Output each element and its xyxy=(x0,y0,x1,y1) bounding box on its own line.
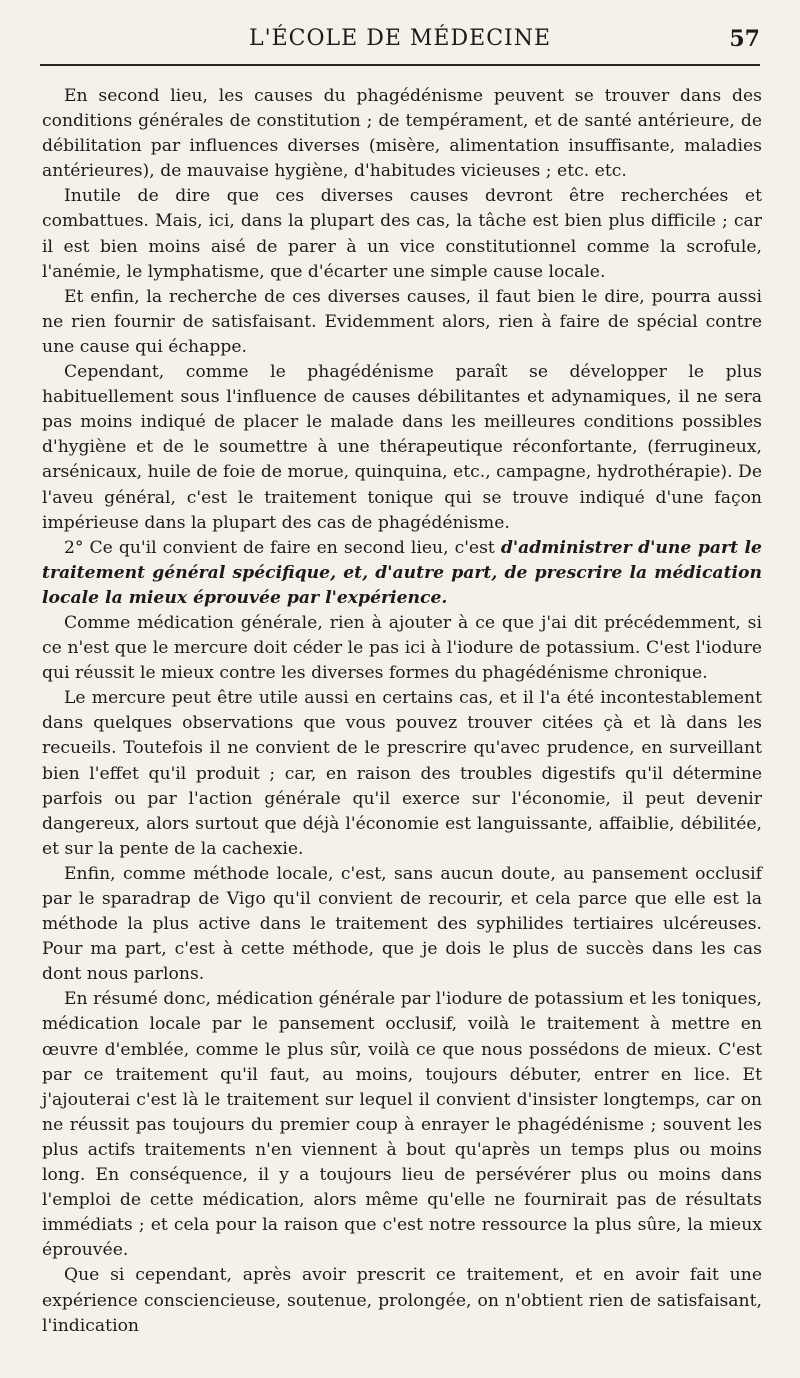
paragraph: Le mercure peut être utile aussi en certains cas, et il l'a été incontestablement dans quelques observations que vous pouvez trouver citées çà et là dans les recueils. Toutefois il ne convient de le prescrire qu'avec prudence, en surveillant bien l'effet qu'il produit ; car, en raison des troubles digestifs qu'il détermine parfois ou par l'action générale qu'il exerce sur l'économie, il peut devenir dangereux, alors surtout que déjà l'économie est languissante, affaiblie, débilitée, et sur la pente de la cachexie. xyxy=(42,688,762,859)
body-text xyxy=(42,84,762,1339)
point-2-emphasis: d'administrer d'une part le traitement général spécifique, et, d'autre part, de prescrire la médication locale la mieux éprouvée par l'expérience. xyxy=(42,537,762,608)
page-header xyxy=(40,26,760,62)
paragraph: Que si cependant, après avoir prescrit ce traitement, et en avoir fait une expérience consciencieuse, soutenue, prolongée, on n'obtient rien de satisfaisant, l'indication xyxy=(42,1265,762,1336)
running-title: L'ÉCOLE DE MÉDECINE xyxy=(248,26,552,51)
paragraph: Comme médication générale, rien à ajouter à ce que j'ai dit précédemment, si ce n'est que le mercure doit céder le pas ici à l'iodure de potassium. C'est l'iodure qui réussit le mieux contre les diverses formes du phagédénisme chronique. xyxy=(42,612,762,684)
paragraph: Et enfin, la recherche de ces diverses causes, il faut bien le dire, pourra aussi ne rien fournir de satisfaisant. Evidemment alors, rien à faire de spécial contre une cause qui échappe. xyxy=(42,286,762,357)
paragraph: En résumé donc, médication générale par l'iodure de potassium et les toniques, médication locale par le pansement occlusif, voilà le traitement à mettre en œuvre d'emblée, comme le plus sûr, voilà ce que nous possédons de mieux. C'est par ce traitement qu'il faut, au moins, toujours débuter, entrer en lice. Et j'ajouterai c'est là le traitement sur lequel il convient d'insister longtemps, car on ne réussit pas toujours du premier coup à enrayer le phagédénisme ; souvent les plus actifs traitements n'en viennent à bout qu'après un temps plus ou moins long. En conséquence, il y a toujours lieu de persévérer plus ou moins dans l'emploi de cette médication, alors même qu'elle ne fournirait pas de résultats immédiats ; et cela pour la raison que c'est notre ressource la plus sûre, la mieux éprouvée. xyxy=(42,989,762,1261)
paragraph-point-2 xyxy=(42,536,762,611)
page-number: 57 xyxy=(729,26,760,52)
header-rule xyxy=(40,64,760,66)
paragraph: Inutile de dire que ces diverses causes devront être recherchées et combattues. Mais, ici, dans la plupart des cas, la tâche est bien plus difficile ; car il est bien moins aisé de parer à un vice constitutionnel comme la scrofule, l'anémie, le lymphatisme, que d'écarter une simple cause locale. xyxy=(42,186,762,282)
point-2-lead: 2° Ce qu'il convient de faire en second lieu, c'est xyxy=(64,537,501,558)
paragraph: Cependant, comme le phagédénisme paraît se développer le plus habituellement sous l'influence de causes débilitantes et adynamiques, il ne sera pas moins indiqué de placer le malade dans les meilleures conditions possibles d'hygiène et de le soumettre à une thérapeutique réconfortante, (ferrugineux, arsénicaux, huile de foie de morue, quinquina, etc., campagne, hydrothérapie). De l'aveu général, c'est le traitement tonique qui se trouve indiqué d'une façon impérieuse dans la plupart des cas de phagédénisme. xyxy=(42,362,762,533)
paragraph: En second lieu, les causes du phagédénisme peuvent se trouver dans des conditions générales de constitution ; de tempérament, et de santé antérieure, de débilitation par influences diverses (misère, alimentation insuffisante, maladies antérieures), de mauvaise hygiène, d'habitudes vicieuses ; etc. etc. xyxy=(42,86,762,182)
paragraph: Enfin, comme méthode locale, c'est, sans aucun doute, au pansement occlusif par le sparadrap de Vigo qu'il convient de recourir, et cela parce que elle est la méthode la plus active dans le traitement des syphilides tertiaires ulcéreuses. Pour ma part, c'est à cette méthode, que je dois le plus de succès dans les cas dont nous parlons. xyxy=(42,863,762,985)
